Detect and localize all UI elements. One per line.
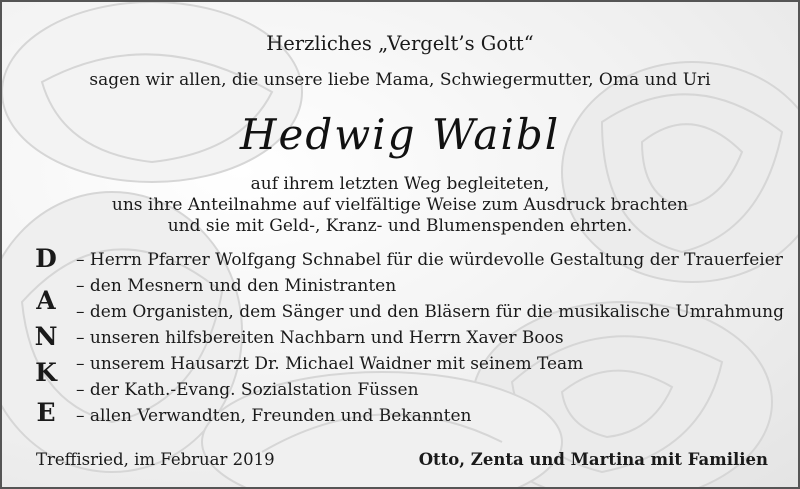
deceased-name: Hedwig Waibl: [239, 110, 561, 159]
thanks-item: – unseren hilfsbereiten Nachbarn und Herrn Xaver Boos: [76, 328, 564, 348]
thanks-item: – den Mesnern und den Ministranten: [76, 276, 397, 296]
danke-letter: E: [36, 398, 56, 427]
dedication-line: uns ihre Anteilnahme auf vielfältige Weise zum Ausdruck brachten: [111, 195, 689, 215]
thanks-item: – allen Verwandten, Freunden und Bekannten: [76, 406, 472, 426]
dedication-line: auf ihrem letzten Weg begleiteten,: [250, 174, 550, 194]
intro-text: sagen wir allen, die unsere liebe Mama, Schwiegermutter, Oma und Uri: [89, 70, 711, 90]
danke-letter: A: [36, 286, 56, 315]
heading: Herzliches „Vergelt’s Gott“: [266, 32, 534, 55]
place-and-date: Treffisried, im Februar 2019: [36, 450, 275, 469]
danke-letter: N: [34, 322, 58, 351]
thanks-item: – dem Organisten, dem Sänger und den Bläsern für die musikalische Umrahmung: [76, 302, 784, 322]
thanks-item: – der Kath.-Evang. Sozialstation Füssen: [76, 380, 419, 400]
signature: Otto, Zenta und Martina mit Familien: [418, 450, 768, 469]
thanks-item: – unserem Hausarzt Dr. Michael Waidner mit seinem Team: [76, 354, 584, 374]
thanks-item: – Herrn Pfarrer Wolfgang Schnabel für die würdevolle Gestaltung der Trauerfeier: [76, 250, 783, 270]
dedication-line: und sie mit Geld-, Kranz- und Blumenspenden ehrten.: [167, 216, 633, 236]
danke-letter: K: [35, 358, 57, 387]
danke-letter: D: [35, 244, 57, 273]
